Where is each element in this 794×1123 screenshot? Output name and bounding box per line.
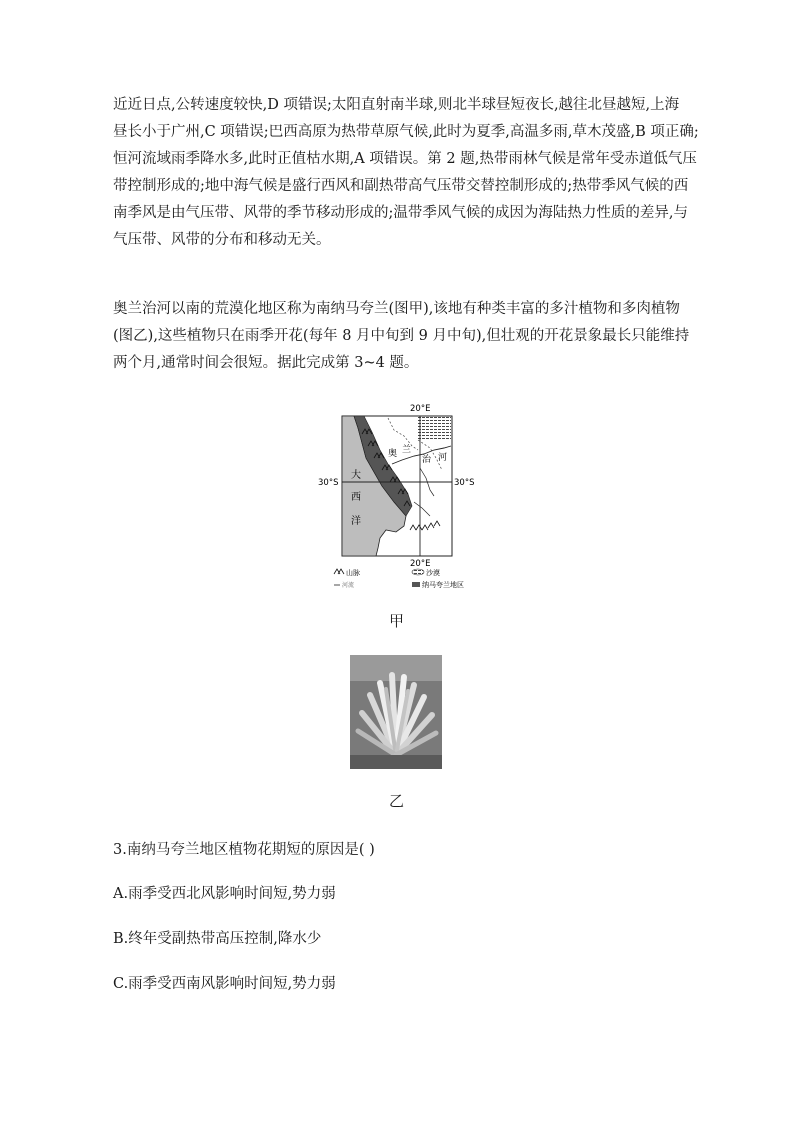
legend-river-label: 河流 xyxy=(342,582,355,589)
legend-mountain-icon xyxy=(334,569,344,574)
river-label: 河 xyxy=(438,453,448,463)
option-b[interactable]: B.终年受副热带高压控制,降水少 xyxy=(113,931,322,947)
legend-desert-label: 沙漠 xyxy=(426,569,440,577)
legend-desert-icon xyxy=(412,569,424,575)
desert-area xyxy=(418,417,451,439)
ocean-label: 洋 xyxy=(351,516,361,527)
succulent-plants-photo xyxy=(350,655,442,769)
legend-region-icon xyxy=(412,582,420,587)
lat-label-left: 30°S xyxy=(318,478,339,488)
explanation-line: 昼长小于广州,C 项错误;巴西高原为热带草原气候,此时为夏季,高温多雨,草木茂盛,B 项正确; xyxy=(113,124,699,140)
ocean-label: 大 xyxy=(351,470,361,481)
intro-paragraph xyxy=(113,296,693,377)
explanation-line: 恒河流域雨季降水多,此时正值枯水期,A 项错误。第 2 题,热带雨林气候是常年受赤道低气压 xyxy=(113,151,697,167)
option-a[interactable]: A.雨季受西北风影响时间短,势力弱 xyxy=(113,886,336,902)
lat-label-right: 30°S xyxy=(454,478,475,488)
figure-caption-yi: 乙 xyxy=(389,792,405,810)
namaqualand-map xyxy=(318,398,482,594)
explanation-line: 南季风是由气压带、风带的季节移动形成的;温带季风气候的成因为海陆热力性质的差异,与 xyxy=(113,205,688,221)
lon-label-top: 20°E xyxy=(410,404,431,414)
photo-svg xyxy=(350,655,442,769)
river-label: 治 xyxy=(422,455,432,465)
ocean-label: 西 xyxy=(351,492,361,503)
intro-line: (图乙),这些植物只在雨季开花(每年 8 月中旬到 9 月中旬),但壮观的开花景象最长只能维持 xyxy=(113,328,690,344)
intro-line: 两个月,通常时间会很短。据此完成第 3~4 题。 xyxy=(113,355,419,371)
map-legend xyxy=(334,568,464,589)
map-svg xyxy=(318,398,482,594)
option-c[interactable]: C.雨季受西南风影响时间短,势力弱 xyxy=(113,976,336,992)
explanation-line: 气压带、风带的分布和移动无关。 xyxy=(113,232,331,248)
explanation-line: 近近日点,公转速度较快,D 项错误;太阳直射南半球,则北半球昼短夜长,越往北昼越短,上海 xyxy=(113,97,680,113)
river-label: 奥 xyxy=(388,449,398,459)
explanation-line: 带控制形成的;地中海气候是盛行西风和副热带高气压带交替控制形成的;热带季风气候的西 xyxy=(113,178,689,194)
explanation-paragraph xyxy=(113,92,699,254)
lon-label-bottom: 20°E xyxy=(410,559,431,569)
intro-line: 奥兰治河以南的荒漠化地区称为南纳马夸兰(图甲),该地有种类丰富的多汁植物和多肉植物 xyxy=(113,301,680,317)
river-label: 兰 xyxy=(402,445,412,455)
question-stem: 3.南纳马夸兰地区植物花期短的原因是( ) xyxy=(113,842,375,858)
legend-mountain-label: 山脉 xyxy=(346,569,360,577)
figure-caption-jia: 甲 xyxy=(389,612,405,630)
legend-region-label: 纳马夸兰地区 xyxy=(422,581,464,589)
